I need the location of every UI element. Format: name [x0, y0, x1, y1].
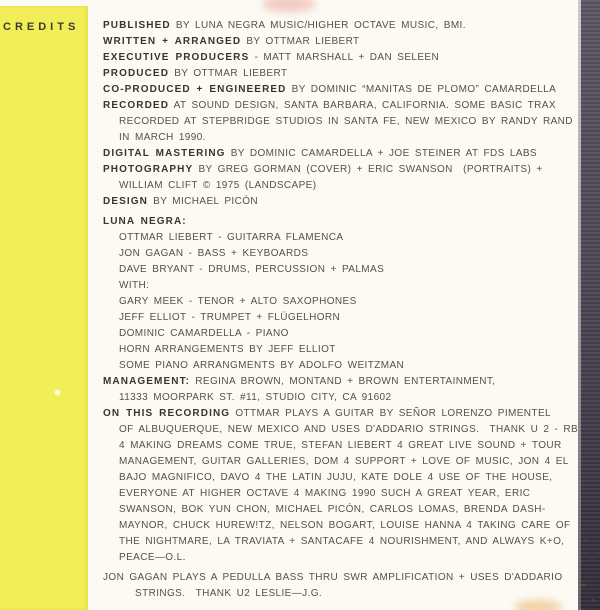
- credit-detail-text: GARY MEEK - TENOR + ALTO SAXOPHONES: [119, 296, 357, 307]
- credit-detail-text: BY MICHAEL PICÓN: [147, 196, 258, 207]
- credit-line: [103, 374, 581, 390]
- credit-detail-text: OF ALBUQUERQUE, NEW MEXICO AND USES D'ADDARIO STRINGS. THANK U 2 - RB: [119, 424, 579, 435]
- credit-detail-text: DOMINIC CAMARDELLA - PIANO: [119, 328, 289, 339]
- credit-detail-text: RECORDED AT STEPBRIDGE STUDIOS IN SANTA FE, NEW MEXICO BY RANDY RAND: [119, 116, 573, 127]
- credit-line: [103, 162, 581, 178]
- credit-line: [103, 390, 581, 406]
- credit-role-label: RECORDED: [103, 100, 170, 111]
- credit-detail-text: 11333 MOORPARK ST. #11, STUDIO CITY, CA 91602: [119, 392, 392, 403]
- credit-line: [103, 246, 581, 262]
- credit-detail-text: JEFF ELLIOT - TRUMPET + FLÜGELHORN: [119, 312, 341, 323]
- credit-line: [103, 406, 581, 422]
- credit-role-label: ON THIS RECORDING: [103, 408, 231, 419]
- credit-detail-text: BY OTTMAR LIEBERT: [169, 68, 288, 79]
- credit-detail-text: BY GREG GORMAN (COVER) + ERIC SWANSON (PORTRAITS) +: [193, 164, 543, 175]
- credit-role-label: DIGITAL MASTERING: [103, 148, 226, 159]
- credit-role-label: PUBLISHED: [103, 20, 171, 31]
- credit-role-label: CO-PRODUCED + ENGINEERED: [103, 84, 287, 95]
- credit-line: [103, 114, 581, 130]
- credit-line: [103, 342, 581, 358]
- yellow-stripe: [0, 6, 88, 610]
- credit-detail-text: BY LUNA NEGRA MUSIC/HIGHER OCTAVE MUSIC, BMI.: [170, 20, 466, 31]
- credit-role-label: DESIGN: [103, 196, 148, 207]
- credits-lines: [103, 18, 581, 602]
- credit-detail-text: THE NIGHTMARE, LA TRAVIATA + SANTACAFE 4 NOURISHMENT, AND ALWAYS K+O,: [119, 536, 565, 547]
- credit-detail-text: SOME PIANO ARRANGMENTS BY ADOLFO WEITZMAN: [119, 360, 405, 371]
- credit-role-label: WRITTEN + ARRANGED: [103, 36, 242, 47]
- credit-line: [103, 534, 581, 550]
- paper-speck: [54, 389, 61, 396]
- credits-text-block: [103, 18, 581, 602]
- credit-line: [103, 310, 581, 326]
- credit-detail-text: MAYNOR, CHUCK HUREW!TZ, NELSON BOGART, LOUISE HANNA 4 TAKING CARE OF: [119, 520, 571, 531]
- credit-detail-text: BY DOMINIC “MANITAS DE PLOMO” CAMARDELLA: [286, 84, 557, 95]
- credit-detail-text: JON GAGAN - BASS + KEYBOARDS: [119, 248, 309, 259]
- credit-line: [103, 146, 581, 162]
- credit-role-label: LUNA NEGRA:: [103, 216, 187, 227]
- credit-detail-text: - MATT MARSHALL + DAN SELEEN: [249, 52, 440, 63]
- credit-line: [103, 550, 581, 566]
- credit-line: [103, 294, 581, 310]
- credit-detail-text: SWANSON, BOK YUN CHON, MICHAEL PICÓN, CARLOS LOMAS, BRENDA DASH-: [119, 504, 546, 515]
- credit-detail-text: HORN ARRANGEMENTS BY JEFF ELLIOT: [119, 344, 336, 355]
- credit-line: [103, 262, 581, 278]
- credit-detail-text: EVERYONE AT HIGHER OCTAVE 4 MAKING 1990 SUCH A GREAT YEAR, ERIC: [119, 488, 531, 499]
- credit-line: [103, 422, 581, 438]
- credit-detail-text: WILLIAM CLIFT © 1975 (LANDSCAPE): [119, 180, 317, 191]
- credit-line: [103, 98, 581, 114]
- credit-detail-text: MANAGEMENT, GUITAR GALLERIES, DOM 4 SUPPORT + LOVE OF MUSIC, JON 4 EL: [119, 456, 569, 467]
- credit-line: [103, 470, 581, 486]
- credit-detail-text: JON GAGAN PLAYS A PEDULLA BASS THRU SWR AMPLIFICATION + USES D'ADDARIO: [103, 572, 563, 583]
- credit-detail-text: WITH:: [119, 280, 150, 291]
- credit-detail-text: BAJO MAGNIFICO, DAVO 4 THE LATIN JUJU, KATE DOLE 4 USE OF THE HOUSE,: [119, 472, 553, 483]
- credit-role-label: PHOTOGRAPHY: [103, 164, 194, 175]
- credit-detail-text: 4 MAKING DREAMS COME TRUE, STEFAN LIEBERT 4 GREAT LIVE SOUND + TOUR: [119, 440, 562, 451]
- credit-detail-text: IN MARCH 1990.: [119, 132, 206, 143]
- credit-role-label: MANAGEMENT:: [103, 376, 191, 387]
- credit-line: [103, 438, 581, 454]
- credit-detail-text: OTTMAR LIEBERT - GUITARRA FLAMENCA: [119, 232, 344, 243]
- credit-detail-text: BY DOMINIC CAMARDELLA + JOE STEINER AT FDS LABS: [225, 148, 538, 159]
- credit-line: [103, 194, 581, 210]
- credit-line: [103, 18, 581, 34]
- credit-detail-text: DAVE BRYANT - DRUMS, PERCUSSION + PALMAS: [119, 264, 385, 275]
- credit-line: [103, 50, 581, 66]
- credit-line: [103, 130, 581, 146]
- credit-detail-text: STRINGS. THANK U2 LESLIE—J.G.: [135, 588, 323, 599]
- scan-artifact-orange: [514, 600, 562, 610]
- credit-detail-text: AT SOUND DESIGN, SANTA BARBARA, CALIFORNIA. SOME BASIC TRAX: [169, 100, 556, 111]
- credit-line: [103, 82, 581, 98]
- credit-detail-text: REGINA BROWN, MONTAND + BROWN ENTERTAINMENT,: [190, 376, 496, 387]
- scan-artifact-pink: [262, 0, 316, 12]
- credit-line: [103, 178, 581, 194]
- credit-line: [103, 570, 581, 586]
- credit-line: [103, 66, 581, 82]
- credit-line: [103, 34, 581, 50]
- scan-edge-strip: [578, 0, 600, 610]
- credit-detail-text: BY OTTMAR LIEBERT: [241, 36, 360, 47]
- credit-role-label: PRODUCED: [103, 68, 170, 79]
- credit-line: [103, 278, 581, 294]
- credit-line: [103, 518, 581, 534]
- credit-line: [103, 214, 581, 230]
- credit-line: [103, 358, 581, 374]
- credit-role-label: EXECUTIVE PRODUCERS: [103, 52, 250, 63]
- credit-line: [103, 486, 581, 502]
- credit-detail-text: PEACE—O.L.: [119, 552, 186, 563]
- credit-line: [103, 230, 581, 246]
- credit-detail-text: OTTMAR PLAYS A GUITAR BY SEÑOR LORENZO PIMENTEL: [230, 408, 551, 419]
- credit-line: [103, 586, 581, 602]
- credit-line: [103, 326, 581, 342]
- credit-line: [103, 454, 581, 470]
- credit-line: [103, 502, 581, 518]
- credits-heading: CREDITS: [3, 21, 80, 33]
